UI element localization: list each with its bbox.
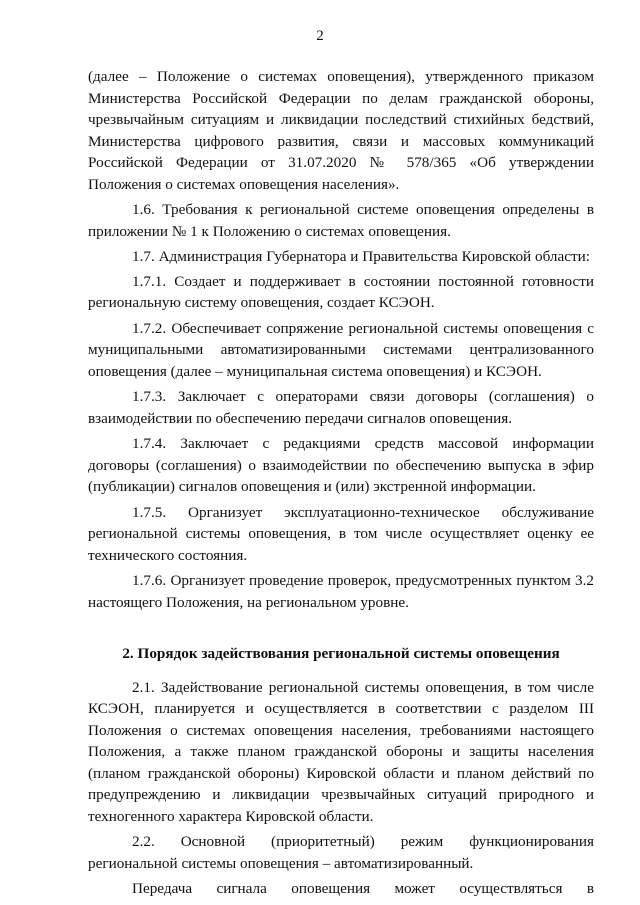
paragraph-1-7-6: 1.7.6. Организует проведение проверок, предусмотренных пунктом 3.2 настоящего Положения, на региональном уровне. [88, 572, 594, 611]
paragraph-1-7-2: 1.7.2. Обеспечивает сопряжение региональной системы оповещения с муниципальными автоматизированными системами централизованного оповещения (далее – муниципальная система оповещения) и КСЭОН. [88, 319, 594, 380]
paragraph-1-7-3: 1.7.3. Заключает с операторами связи договоры (соглашения) о взаимодействии по обеспечению передачи сигналов оповещения. [88, 388, 594, 427]
paragraph-2-2: 2.2. Основной (приоритетный) режим функционирования региональной системы оповещения – автоматизированный. [88, 833, 594, 872]
section-heading: 2. Порядок задействования региональной системы оповещения [122, 645, 560, 662]
document-body [88, 66, 594, 900]
paragraph-continuation: (далее – Положение о системах оповещения), утвержденного приказом Министерства Российской Федерации по делам гражданской обороны, чрезвычайным ситуациям и ликвидации последствий стихийных бедствий, Министерства цифрового развития, связи и массовых коммуникаций Российской Федерации от 31.07.2020 № 578/365 «Об утверждении Положения о системах оповещения населения». [88, 68, 594, 193]
paragraph-1-7-1: 1.7.1. Создает и поддерживает в состоянии постоянной готовности региональную систему оповещения, создает КСЭОН. [88, 272, 594, 311]
page-number: 2 [316, 28, 324, 44]
paragraph-1-6: 1.6. Требования к региональной системе оповещения определены в приложении № 1 к Положению о системах оповещения. [88, 201, 594, 240]
paragraph-transmission: Передача сигнала оповещения может осуществляться в [132, 880, 594, 897]
paragraph-1-7-4: 1.7.4. Заключает с редакциями средств массовой информации договоры (соглашения) о взаимодействии по обеспечению выпуска в эфир (публикации) сигналов оповещения и (или) экстренной информации. [88, 435, 594, 495]
paragraph-2-1: 2.1. Задействование региональной системы оповещения, в том числе КСЭОН, планируется и осуществляется в соответствии с разделом III Положения о системах оповещения населения, требованиями настоящего Положения, а также планом гражданской обороны и защиты населения (планом гражданской обороны) Кировской области и планом действий по предупреждению и ликвидации чрезвычайных ситуаций природного и техногенного характера Кировской области. [88, 678, 594, 825]
paragraph-1-7: 1.7. Администрация Губернатора и Правительства Кировской области: [132, 248, 590, 265]
paragraph-1-7-5: 1.7.5. Организует эксплуатационно-техническое обслуживание региональной системы оповещения, в том числе осуществляет оценку ее технического состояния. [88, 503, 594, 564]
